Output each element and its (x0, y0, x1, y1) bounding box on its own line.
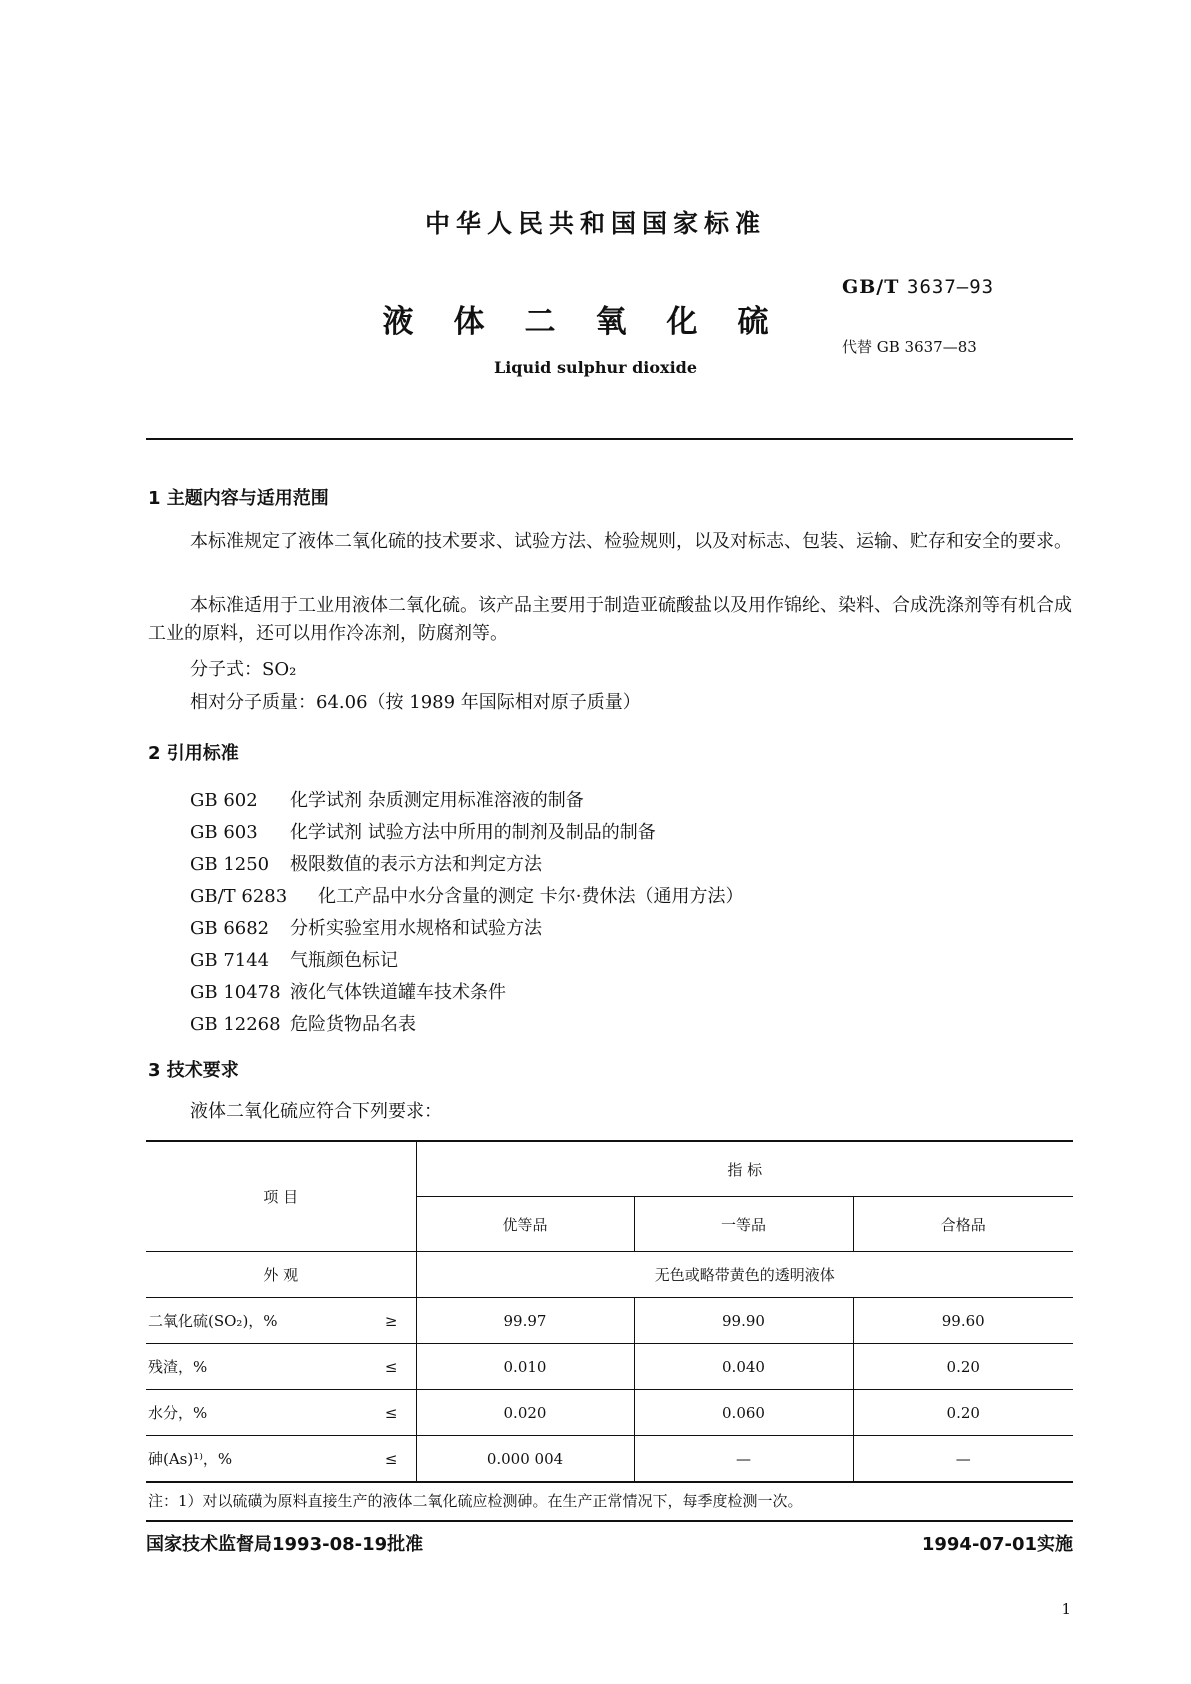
reference-title: 化工产品中水分含量的测定 卡尔·费休法（通用方法） (318, 886, 744, 907)
comparison-operator: ≤ (384, 1449, 398, 1468)
reference-item (190, 850, 743, 882)
appearance-label: 外 观 (146, 1252, 416, 1298)
reference-title: 极限数值的表示方法和判定方法 (290, 854, 542, 875)
table-row (146, 1344, 1073, 1390)
document-subtitle: Liquid sulphur dioxide (493, 358, 698, 377)
section-1-heading: 1 主题内容与适用范围 (148, 488, 329, 509)
reference-code: GB 7144 (190, 950, 270, 971)
table-cell: 0.000 004 (416, 1436, 634, 1483)
reference-code: GB 10478 (190, 982, 281, 1003)
reference-code: GB 603 (190, 822, 258, 843)
section-3-heading: 3 技术要求 (148, 1060, 239, 1081)
table-footnote: 注：1）对以硫磺为原料直接生产的液体二氧化硫应检测砷。在生产正常情况下，每季度检测一次。 (148, 1492, 803, 1510)
reference-title: 气瓶颜色标记 (290, 950, 398, 971)
table-row (146, 1390, 1073, 1436)
reference-title: 危险货物品名表 (290, 1014, 416, 1035)
row-label: 砷(As)¹⁾，% (148, 1450, 233, 1468)
table-cell: 0.040 (634, 1344, 853, 1390)
comparison-operator: ≤ (384, 1357, 398, 1376)
reference-code: GB 1250 (190, 854, 270, 875)
row-label: 水分，% (148, 1404, 208, 1422)
reference-code: GB 6682 (190, 918, 270, 939)
table-cell: — (634, 1436, 853, 1483)
table-cell: 99.90 (634, 1298, 853, 1344)
appearance-value: 无色或略带黄色的透明液体 (416, 1252, 1073, 1298)
molecular-mass: 相对分子质量：64.06（按 1989 年国际相对原子质量） (190, 692, 641, 713)
reference-title: 化学试剂 杂质测定用标准溶液的制备 (290, 790, 584, 811)
grade-header: 优等品 (416, 1197, 634, 1252)
row-label: 二氧化硫(SO₂)，% (148, 1312, 278, 1330)
section-1-paragraph-1: 本标准规定了液体二氧化硫的技术要求、试验方法、检验规则，以及对标志、包装、运输、贮存和安全的要求。 (190, 531, 1072, 552)
reference-item (190, 818, 743, 850)
reference-item (190, 914, 743, 946)
comparison-operator: ≥ (384, 1311, 398, 1330)
table-cell: 99.97 (416, 1298, 634, 1344)
header-divider (146, 438, 1073, 440)
molecular-formula: 分子式：SO₂ (190, 659, 297, 680)
section-3-intro: 液体二氧化硫应符合下列要求： (190, 1101, 442, 1122)
standard-code (842, 276, 994, 298)
replaces-standard: 代替 GB 3637—83 (842, 338, 977, 356)
reference-item (190, 978, 743, 1010)
reference-code: GB/T 6283 (190, 886, 288, 907)
page-number: 1 (1061, 1600, 1071, 1618)
table-cell: 99.60 (853, 1298, 1073, 1344)
table-cell: 0.20 (853, 1390, 1073, 1436)
table-cell: 0.20 (853, 1344, 1073, 1390)
footer-divider (146, 1520, 1073, 1522)
reference-item (190, 882, 743, 914)
reference-item (190, 786, 743, 818)
table-header-row (146, 1141, 1073, 1197)
requirements-table (146, 1140, 1073, 1483)
section-2-heading: 2 引用标准 (148, 743, 239, 764)
reference-item (190, 1010, 743, 1042)
row-label: 残渣，% (148, 1358, 208, 1376)
national-standard-title: 中华人民共和国国家标准 (424, 209, 766, 238)
section-1-paragraph-2: 本标准适用于工业用液体二氧化硫。该产品主要用于制造亚硫酸盐以及用作锦纶、染料、合成洗涤剂等有机合成工业的原料，还可以用作冷冻剂，防腐剂等。 (148, 595, 1072, 644)
reference-title: 分析实验室用水规格和试验方法 (290, 918, 542, 939)
document-title: 液体二氧化硫 (382, 304, 809, 340)
reference-code: GB 602 (190, 790, 258, 811)
table-row (146, 1252, 1073, 1298)
table-cell: — (853, 1436, 1073, 1483)
table-cell: 0.010 (416, 1344, 634, 1390)
standard-number: 3637—93 (907, 276, 995, 298)
grade-header: 合格品 (853, 1197, 1073, 1252)
table-row (146, 1298, 1073, 1344)
effective-date: 1994-07-01实施 (921, 1534, 1073, 1555)
reference-item (190, 946, 743, 978)
table-cell: 0.020 (416, 1390, 634, 1436)
table-cell: 0.060 (634, 1390, 853, 1436)
reference-title: 液化气体铁道罐车技术条件 (290, 982, 506, 1003)
item-column-header: 项 目 (146, 1141, 416, 1252)
reference-code: GB 12268 (190, 1014, 281, 1035)
reference-list (190, 786, 743, 1042)
standard-prefix: GB/T (842, 276, 900, 298)
reference-title: 化学试剂 试验方法中所用的制剂及制品的制备 (290, 822, 656, 843)
grade-header: 一等品 (634, 1197, 853, 1252)
approval-date: 国家技术监督局1993-08-19批准 (146, 1534, 424, 1555)
table-row (146, 1436, 1073, 1483)
index-column-header: 指 标 (416, 1141, 1073, 1197)
comparison-operator: ≤ (384, 1403, 398, 1422)
